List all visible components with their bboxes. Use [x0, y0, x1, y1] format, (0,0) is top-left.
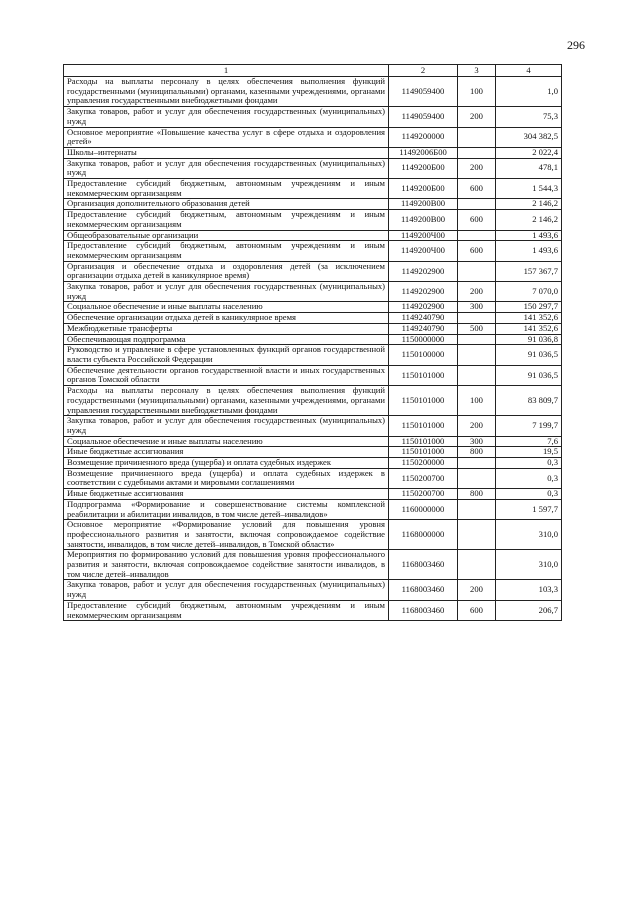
cell-amount: 75,3: [496, 107, 562, 127]
table-row: [64, 489, 562, 500]
cell-expense-type: [458, 520, 496, 550]
table-row: [64, 179, 562, 199]
column-header-amount: 4: [496, 65, 562, 77]
table-row: [64, 334, 562, 345]
cell-name: Организация и обеспечение отдыха и оздоровления детей (за исключением организации отдыха детей в каникулярное время): [64, 261, 389, 281]
cell-code: 1150200000: [389, 458, 458, 469]
cell-code: 1149202900: [389, 282, 458, 302]
table-header-row: [64, 65, 562, 77]
cell-expense-type: [458, 365, 496, 385]
cell-amount: 141 352,6: [496, 323, 562, 334]
table-row: [64, 416, 562, 436]
cell-code: 1168003460: [389, 600, 458, 620]
cell-expense-type: 600: [458, 179, 496, 199]
cell-name: Закупка товаров, работ и услуг для обеспечения государственных (муниципальных) нужд: [64, 580, 389, 600]
cell-code: 1160000000: [389, 499, 458, 519]
cell-name: Подпрограмма «Формирование и совершенствование системы комплексной реабилитации и абилитации инвалидов, в том числе детей–инвалидов»: [64, 499, 389, 519]
table-row: [64, 147, 562, 158]
cell-name: Расходы на выплаты персоналу в целях обеспечения выполнения функций государственными (муниципальными) органами, казенными учреждениями, органами управления государственными внебюджетными фондами: [64, 77, 389, 107]
cell-amount: 0,3: [496, 458, 562, 469]
cell-code: 1149202900: [389, 302, 458, 313]
cell-expense-type: [458, 127, 496, 147]
cell-name: Обеспечение деятельности органов государственной власти и иных государственных органов Томской области: [64, 365, 389, 385]
cell-code: 1150101000: [389, 365, 458, 385]
cell-expense-type: 800: [458, 489, 496, 500]
cell-code: 1149200В00: [389, 199, 458, 210]
cell-name: Возмещение причиненного вреда (ущерба) и оплата судебных издержек: [64, 458, 389, 469]
cell-name: Мероприятия по формированию условий для повышения уровня профессионального развития и занятости, включая сопровождаемое содействие занятости инвалидов, в том числе детей–инвалидов: [64, 550, 389, 580]
cell-expense-type: 600: [458, 600, 496, 620]
cell-name: Предоставление субсидий бюджетным, автономным учреждениям и иным некоммерческим организациям: [64, 241, 389, 261]
cell-expense-type: 200: [458, 158, 496, 178]
cell-name: Социальное обеспечение и иные выплаты населению: [64, 436, 389, 447]
cell-name: Иные бюджетные ассигнования: [64, 447, 389, 458]
cell-code: 1150101000: [389, 436, 458, 447]
cell-amount: 310,0: [496, 550, 562, 580]
cell-expense-type: 500: [458, 323, 496, 334]
table-row: [64, 458, 562, 469]
cell-amount: 141 352,6: [496, 313, 562, 324]
table-row: [64, 313, 562, 324]
cell-code: 1168000000: [389, 520, 458, 550]
cell-code: 1149202900: [389, 261, 458, 281]
cell-name: Возмещение причиненного вреда (ущерба) и оплата судебных издержек в соответствии с судебными актами и мировыми соглашениями: [64, 468, 389, 488]
cell-name: Закупка товаров, работ и услуг для обеспечения государственных (муниципальных) нужд: [64, 282, 389, 302]
cell-code: 1149200000: [389, 127, 458, 147]
cell-expense-type: [458, 468, 496, 488]
cell-amount: 150 297,7: [496, 302, 562, 313]
cell-amount: 310,0: [496, 520, 562, 550]
table-row: [64, 282, 562, 302]
cell-expense-type: [458, 313, 496, 324]
cell-code: 1149240790: [389, 313, 458, 324]
column-header-expense-type: 3: [458, 65, 496, 77]
cell-code: 1150100000: [389, 345, 458, 365]
column-header-code: 2: [389, 65, 458, 77]
table-row: [64, 499, 562, 519]
cell-amount: 2 022,4: [496, 147, 562, 158]
table-row: [64, 580, 562, 600]
cell-amount: 478,1: [496, 158, 562, 178]
cell-expense-type: [458, 550, 496, 580]
cell-amount: 0,3: [496, 489, 562, 500]
cell-name: Основное мероприятие «Формирование условий для повышения уровня профессионального развития и занятости, включая сопровождаемое содействие занятости, инвалидов, в том числе детей–инвалидов, в Томской области»: [64, 520, 389, 550]
cell-name: Межбюджетные трансферты: [64, 323, 389, 334]
cell-expense-type: 200: [458, 580, 496, 600]
cell-expense-type: 600: [458, 210, 496, 230]
cell-expense-type: [458, 334, 496, 345]
cell-code: 1149200Ч00: [389, 230, 458, 241]
table-row: [64, 550, 562, 580]
table-row: [64, 230, 562, 241]
table-row: [64, 261, 562, 281]
cell-expense-type: 800: [458, 447, 496, 458]
cell-amount: 7,6: [496, 436, 562, 447]
cell-expense-type: [458, 147, 496, 158]
cell-name: Закупка товаров, работ и услуг для обеспечения государственных (муниципальных) нужд: [64, 158, 389, 178]
cell-code: 1150101000: [389, 386, 458, 416]
cell-code: 1150000000: [389, 334, 458, 345]
table-row: [64, 107, 562, 127]
page-number: 296: [567, 38, 585, 52]
cell-expense-type: 300: [458, 302, 496, 313]
table-row: [64, 127, 562, 147]
cell-code: 1149240790: [389, 323, 458, 334]
cell-amount: 2 146,2: [496, 210, 562, 230]
cell-name: Основное мероприятие «Повышение качества услуг в сфере отдыха и оздоровления детей»: [64, 127, 389, 147]
column-header-name: 1: [64, 65, 389, 77]
cell-amount: 157 367,7: [496, 261, 562, 281]
cell-name: Закупка товаров, работ и услуг для обеспечения государственных (муниципальных) нужд: [64, 107, 389, 127]
cell-amount: 1 597,7: [496, 499, 562, 519]
cell-name: Предоставление субсидий бюджетным, автономным учреждениям и иным некоммерческим организациям: [64, 210, 389, 230]
cell-amount: 1,0: [496, 77, 562, 107]
cell-expense-type: 200: [458, 107, 496, 127]
table-row: [64, 323, 562, 334]
cell-expense-type: [458, 261, 496, 281]
cell-amount: 2 146,2: [496, 199, 562, 210]
cell-name: Обеспечение организации отдыха детей в каникулярное время: [64, 313, 389, 324]
cell-name: Закупка товаров, работ и услуг для обеспечения государственных (муниципальных) нужд: [64, 416, 389, 436]
cell-expense-type: 300: [458, 436, 496, 447]
budget-table: [63, 64, 562, 621]
cell-code: 1168003460: [389, 580, 458, 600]
table-row: [64, 345, 562, 365]
cell-amount: 83 809,7: [496, 386, 562, 416]
table-row: [64, 199, 562, 210]
cell-amount: 19,5: [496, 447, 562, 458]
cell-code: 1150200700: [389, 468, 458, 488]
table-row: [64, 77, 562, 107]
cell-amount: 0,3: [496, 468, 562, 488]
cell-expense-type: 200: [458, 416, 496, 436]
cell-amount: 103,3: [496, 580, 562, 600]
cell-expense-type: 200: [458, 282, 496, 302]
cell-name: Руководство и управление в сфере установленных функций органов государственной власти субъекта Российской Федерации: [64, 345, 389, 365]
table-row: [64, 386, 562, 416]
cell-expense-type: 600: [458, 241, 496, 261]
cell-code: 1149059400: [389, 77, 458, 107]
table-row: [64, 158, 562, 178]
table-row: [64, 210, 562, 230]
cell-code: 1168003460: [389, 550, 458, 580]
cell-name: Обеспечивающая подпрограмма: [64, 334, 389, 345]
table-row: [64, 520, 562, 550]
table-body: [64, 77, 562, 621]
cell-amount: 1 544,3: [496, 179, 562, 199]
cell-amount: 1 493,6: [496, 230, 562, 241]
cell-amount: 206,7: [496, 600, 562, 620]
cell-code: 1149059400: [389, 107, 458, 127]
cell-amount: 1 493,6: [496, 241, 562, 261]
cell-code: 1150101000: [389, 416, 458, 436]
cell-amount: 7 070,0: [496, 282, 562, 302]
cell-expense-type: [458, 458, 496, 469]
cell-code: 1149200Б00: [389, 158, 458, 178]
cell-amount: 7 199,7: [496, 416, 562, 436]
table-row: [64, 600, 562, 620]
cell-expense-type: [458, 499, 496, 519]
cell-name: Социальное обеспечение и иные выплаты населению: [64, 302, 389, 313]
cell-name: Общеобразовательные организации: [64, 230, 389, 241]
table-row: [64, 241, 562, 261]
cell-code: 11492006Б00: [389, 147, 458, 158]
cell-expense-type: [458, 199, 496, 210]
table-row: [64, 468, 562, 488]
cell-code: 1149200Б00: [389, 179, 458, 199]
cell-name: Предоставление субсидий бюджетным, автономным учреждениям и иным некоммерческим организациям: [64, 600, 389, 620]
cell-code: 1150200700: [389, 489, 458, 500]
cell-amount: 304 382,5: [496, 127, 562, 147]
table-row: [64, 436, 562, 447]
cell-code: 1149200В00: [389, 210, 458, 230]
table-row: [64, 365, 562, 385]
cell-expense-type: 100: [458, 386, 496, 416]
table-row: [64, 447, 562, 458]
cell-expense-type: 100: [458, 77, 496, 107]
cell-code: 1150101000: [389, 447, 458, 458]
cell-expense-type: [458, 345, 496, 365]
cell-expense-type: [458, 230, 496, 241]
cell-amount: 91 036,5: [496, 365, 562, 385]
cell-code: 1149200Ч00: [389, 241, 458, 261]
cell-name: Предоставление субсидий бюджетным, автономным учреждениям и иным некоммерческим организациям: [64, 179, 389, 199]
cell-name: Организация дополнительного образования детей: [64, 199, 389, 210]
cell-name: Школы–интернаты: [64, 147, 389, 158]
cell-name: Иные бюджетные ассигнования: [64, 489, 389, 500]
table-row: [64, 302, 562, 313]
cell-amount: 91 036,8: [496, 334, 562, 345]
cell-amount: 91 036,5: [496, 345, 562, 365]
cell-name: Расходы на выплаты персоналу в целях обеспечения выполнения функций государственными (муниципальными) органами, казенными учреждениями, органами управления государственными внебюджетными фондами: [64, 386, 389, 416]
